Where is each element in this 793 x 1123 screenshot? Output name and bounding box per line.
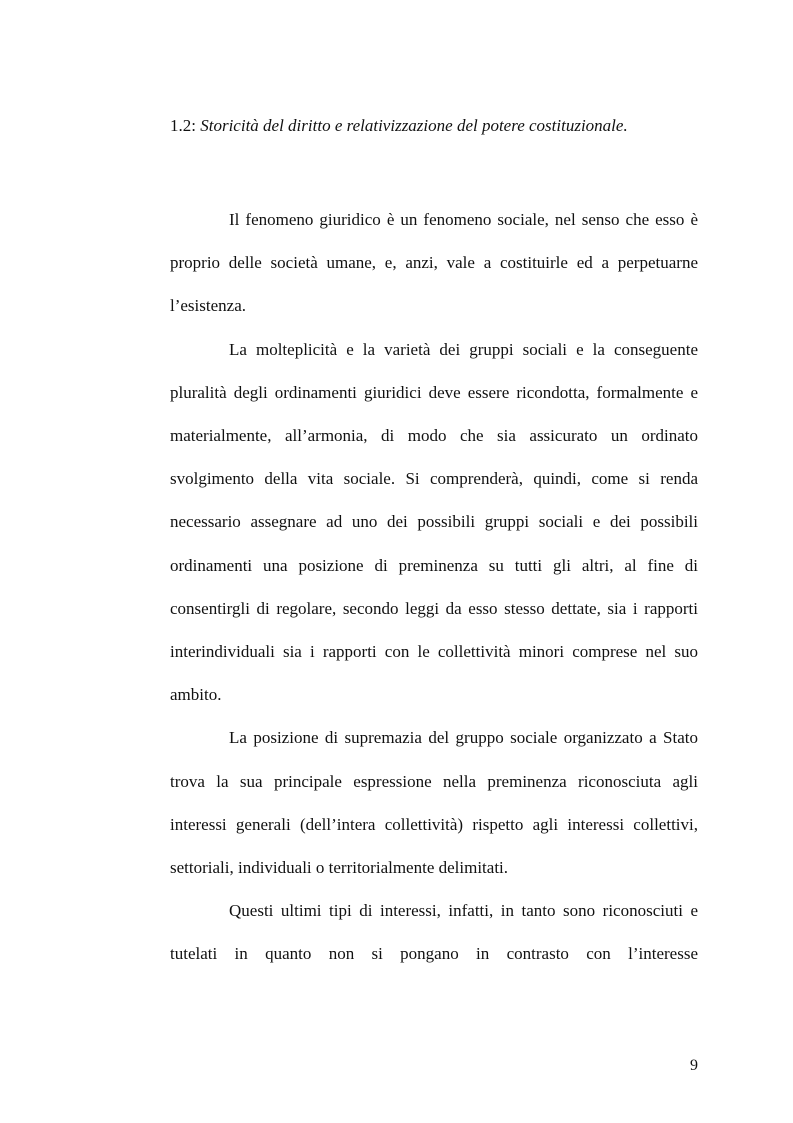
section-heading <box>170 114 710 138</box>
paragraph: La posizione di supremazia del gruppo sociale organizzato a Stato trova la sua principale espressione nella preminenza riconosciuta agli interessi generali (dell’intera collettività) rispetto agli interessi collettivi, settoriali, individuali o territorialmente delimitati. <box>170 728 698 878</box>
body-text <box>170 198 698 976</box>
paragraph: Questi ultimi tipi di interessi, infatti, in tanto sono riconosciuti e tutelati in quanto non si pongano in contrasto con l’interesse <box>170 901 698 964</box>
section-number: 1.2: <box>170 116 196 135</box>
page-number: 9 <box>690 1057 698 1074</box>
section-title: Storicità del diritto e relativizzazione del potere costituzionale. <box>200 116 628 135</box>
paragraph: La molteplicità e la varietà dei gruppi sociali e la conseguente pluralità degli ordinamenti giuridici deve essere ricondotta, formalmente e materialmente, all’armonia, di modo che sia assicurato un ordinato svolgimento della vita sociale. Si comprenderà, quindi, come si renda necessario assegnare ad uno dei possibili gruppi sociali e dei possibili ordinamenti una posizione di preminenza su tutti gli altri, al fine di consentirgli di regolare, secondo leggi da esso stesso dettate, sia i rapporti interindividuali sia i rapporti con le collettività minori comprese nel suo ambito. <box>170 339 698 705</box>
paragraph: Il fenomeno giuridico è un fenomeno sociale, nel senso che esso è proprio delle società umane, e, anzi, vale a costituirle ed a perpetuarne l’esistenza. <box>170 210 698 316</box>
